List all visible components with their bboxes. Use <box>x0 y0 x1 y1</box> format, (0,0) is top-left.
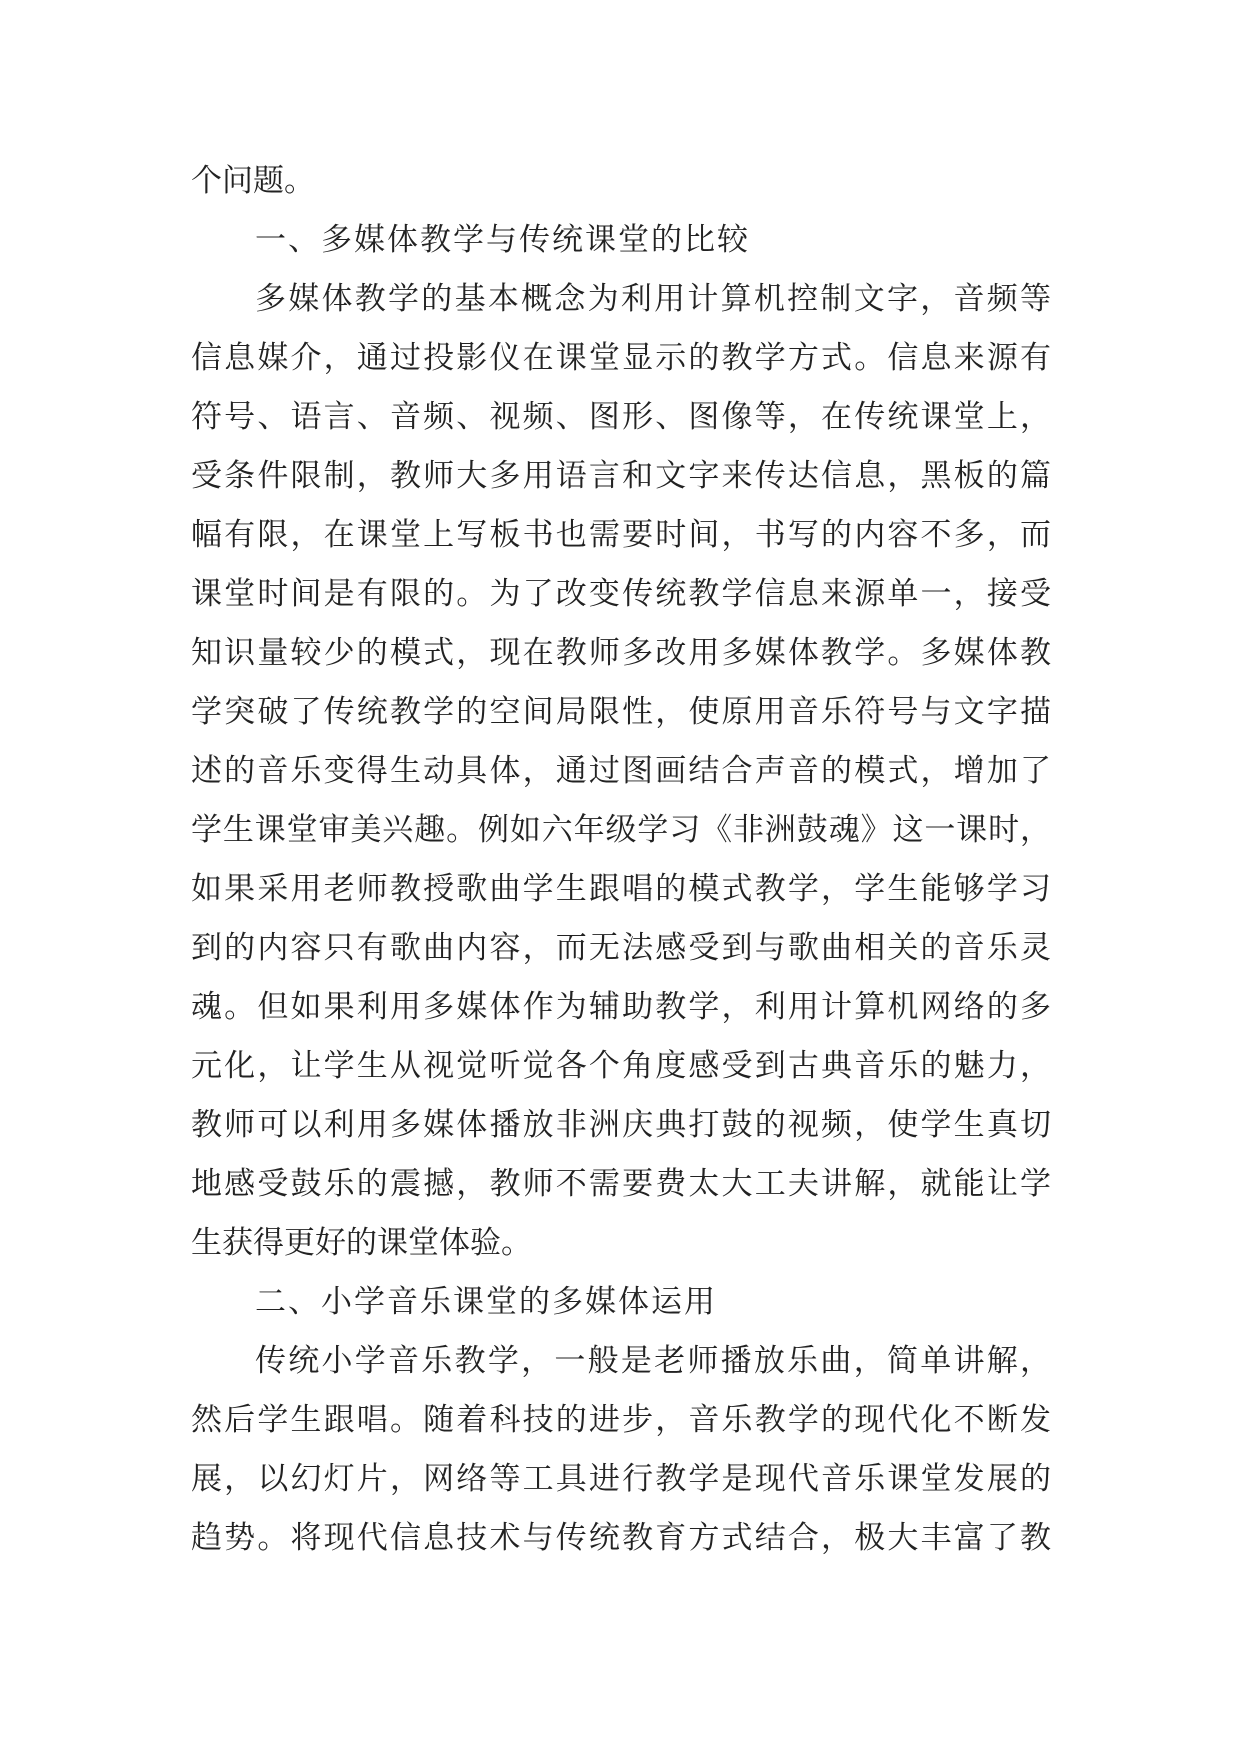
text-line: 学突破了传统教学的空间局限性，使原用音乐符号与文字描 <box>191 694 1051 730</box>
text-line: 生获得更好的课堂体验。 <box>191 1225 532 1261</box>
text-line: 幅有限，在课堂上写板书也需要时间，书写的内容不多，而 <box>191 517 1051 553</box>
text-line: 趋势。将现代信息技术与传统教育方式结合，极大丰富了教 <box>191 1520 1051 1556</box>
text-line: 如果采用老师教授歌曲学生跟唱的模式教学，学生能够学习 <box>191 871 1051 907</box>
text-line: 多媒体教学的基本概念为利用计算机控制文字，音频等 <box>255 281 1051 317</box>
text-line: 然后学生跟唱。随着科技的进步，音乐教学的现代化不断发 <box>191 1402 1051 1438</box>
text-line: 述的音乐变得生动具体，通过图画结合声音的模式，增加了 <box>191 753 1051 789</box>
section-heading: 二、小学音乐课堂的多媒体运用 <box>255 1284 717 1320</box>
text-line: 传统小学音乐教学，一般是老师播放乐曲，简单讲解， <box>255 1343 1051 1379</box>
document-body <box>191 152 1051 1568</box>
text-line: 地感受鼓乐的震撼，教师不需要费太大工夫讲解，就能让学 <box>191 1166 1051 1202</box>
text-line: 信息媒介，通过投影仪在课堂显示的教学方式。信息来源有 <box>191 340 1051 376</box>
section-heading: 一、多媒体教学与传统课堂的比较 <box>255 222 750 258</box>
text-line: 个问题。 <box>191 163 315 199</box>
text-line: 展，以幻灯片，网络等工具进行教学是现代音乐课堂发展的 <box>191 1461 1051 1497</box>
text-line: 元化，让学生从视觉听觉各个角度感受到古典音乐的魅力， <box>191 1048 1051 1084</box>
text-line: 课堂时间是有限的。为了改变传统教学信息来源单一，接受 <box>191 576 1051 612</box>
text-line: 受条件限制，教师大多用语言和文字来传达信息，黑板的篇 <box>191 458 1051 494</box>
text-line: 知识量较少的模式，现在教师多改用多媒体教学。多媒体教 <box>191 635 1051 671</box>
text-line: 魂。但如果利用多媒体作为辅助教学，利用计算机网络的多 <box>191 989 1051 1025</box>
text-line: 符号、语言、音频、视频、图形、图像等，在传统课堂上， <box>191 399 1051 435</box>
text-line: 到的内容只有歌曲内容，而无法感受到与歌曲相关的音乐灵 <box>191 930 1051 966</box>
text-line: 教师可以利用多媒体播放非洲庆典打鼓的视频，使学生真切 <box>191 1107 1051 1143</box>
text-line: 学生课堂审美兴趣。例如六年级学习《非洲鼓魂》这一课时， <box>191 812 1051 848</box>
